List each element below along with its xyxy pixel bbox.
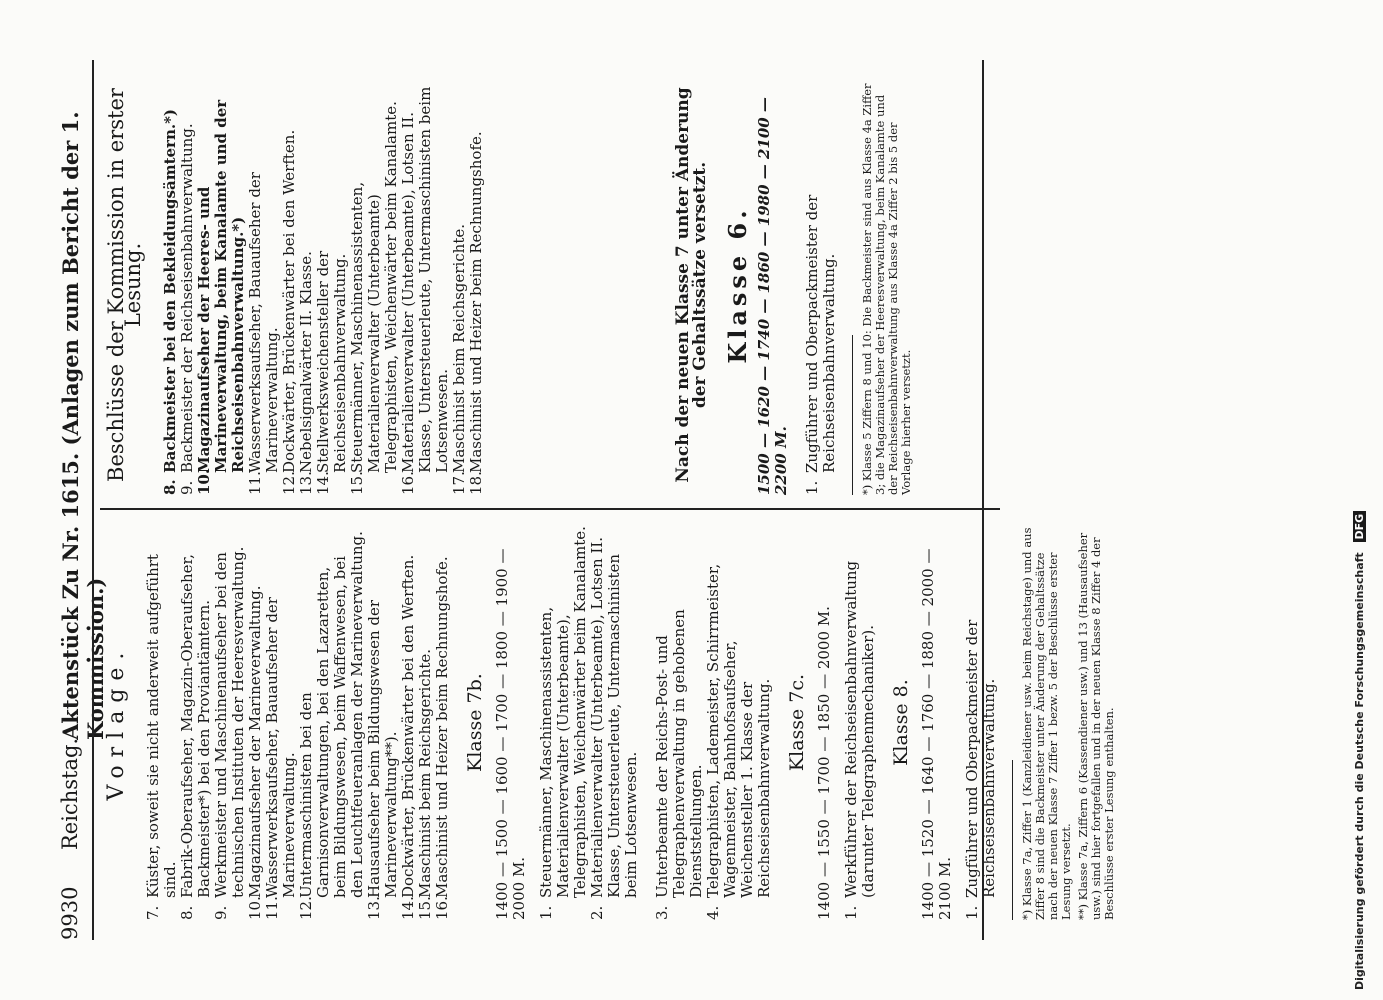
items-top-list <box>145 525 451 920</box>
list-item: 7. Küster, soweit sie nicht anderweit aufgeführt sind. <box>144 554 179 920</box>
footnote: **) Klasse 7a, Ziffern 6 (Kassendiener usw.) und 13 (Hausaufseher usw.) sind hier fortgefallen und in der neuen Klasse 8 Ziffer 4 der Beschlüsse erster Lesung enthalten. <box>1076 532 1116 920</box>
right-heading: Beschlüsse der Kommission in erster Lesung. <box>104 88 145 482</box>
items-7b-list <box>538 525 773 920</box>
list-item: 1. Werkführer der Reichseisenbahnverwaltung (darunter Telegraphenmechaniker). <box>842 560 877 920</box>
list-item: 1. Steuermänner, Maschinenassistenten, Materialienverwalter (Unterbeamte), Telegraphisten, Weichenwärter beim Kanalamte. <box>537 526 589 920</box>
footnote-rule <box>852 335 853 495</box>
salary-6: 1500 — 1620 — 1740 — 1860 — 1980 — 2100 — 2200 M. <box>755 97 790 495</box>
list-item: 1. Zugführer und Oberpackmeister der Reichseisenbahnverwaltung. <box>803 194 838 495</box>
right-column <box>100 75 1300 495</box>
source-label: Reichstag. <box>58 737 82 850</box>
list-item: 12. Untermaschinisten bei den Garnisonverwaltungen, bei den Lazaretten, beim Bildungswesen, beim Waffenwesen, bei den Leuchtfeueranlagen der Marineverwaltung. <box>297 531 366 920</box>
list-item: 14. Stellwerksweichensteller der Reichseisenbahnverwaltung. <box>314 250 349 495</box>
list-item: 3. Unterbeamte der Reichs-Post- und Telegraphenverwaltung in gehobenen Dienststellungen. <box>653 609 705 920</box>
list-item: 13. Nebelsignalwärter II. Klasse. <box>297 251 315 495</box>
list-item: 2. Materialienverwalter (Unterbeamte), Lotsen II. Klasse, Untersteuerleute, Untermaschinisten beim Lotsenwesen. <box>588 536 640 920</box>
klasse-6-heading: Klasse 6. <box>723 206 752 364</box>
list-item: 1. Zugführer und Oberpackmeister der Reichseisenbahnverwaltung. <box>963 619 998 920</box>
page-header <box>52 60 108 940</box>
new-klasse-note: Nach der neuen Klasse 7 unter Änderung der Gehaltssätze versetzt. <box>673 87 710 483</box>
list-item: 4. Telegraphisten, Lademeister, Schirrmeister, Wagenmeister, Bahnhofsaufseher, Weichensteller 1. Klasse der Reichseisenbahnverwaltung. <box>704 563 773 920</box>
left-column <box>100 525 1300 920</box>
list-item: 13. Hausaufseher beim Bildungswesen der Marineverwaltung**). <box>365 599 400 920</box>
footnote: *) Klasse 5 Ziffern 8 und 10: Die Backmeister sind aus Klasse 4a Ziffer 3; die Magazinaufseher der Heeresverwaltung, beim Kanalamte und der Reichseisenbahnverwaltung aus Klasse 4a Ziffer 2 bis 5 der Vorlage hierher versetzt. <box>860 83 913 495</box>
list-item: 18. Maschinist und Heizer beim Rechnungshofe. <box>467 131 485 495</box>
salary-7b: 1400 — 1500 — 1600 — 1700 — 1800 — 1900 — 2000 M. <box>493 548 528 920</box>
page-number: 9930 <box>58 886 82 940</box>
left-heading: Vorlage. <box>104 644 129 801</box>
digitization-credit <box>1353 10 1375 990</box>
list-item: 15. Steuermänner, Maschinenassistenten, Materialienverwalter (Unterbeamte) Telegraphisten, Weichenwärter beim Kanalamte. <box>348 101 400 495</box>
list-item: 12. Dockwärter, Brückenwärter bei den Werften. <box>280 129 298 495</box>
list-item: 8. Fabrik-Oberaufseher, Magazin-Oberaufseher, Backmeister*) bei den Proviantämtern. <box>178 554 213 920</box>
klasse-7b-heading: Klasse 7b. <box>464 673 486 772</box>
list-item: 11. Wasserwerksaufseher, Bauaufseher der Marineverwaltung. <box>263 597 298 920</box>
list-item: 16. Maschinist und Heizer beim Rechnungshofe. <box>433 556 451 920</box>
footnote-rule <box>1012 760 1013 920</box>
dfg-logo: DFG <box>1353 511 1366 543</box>
list-item: 10. Magazinaufseher der Heeres- und Marineverwaltung, beim Kanalamte und der Reichseisenbahnverwaltung.*) <box>195 99 247 495</box>
list-item: 9. Backmeister der Reichseisenbahnverwaltung. <box>178 123 196 495</box>
salary-8: 1400 — 1520 — 1640 — 1760 — 1880 — 2000 — 2100 M. <box>919 548 954 920</box>
list-item: 15. Maschinist beim Reichsgerichte. <box>416 649 434 920</box>
column-divider <box>100 508 1000 510</box>
list-item: 8. Backmeister bei den Bekleidungsämtern.*) <box>161 108 179 495</box>
list-item: 9. Werkmeister und Maschinenaufseher bei den technischen Instituten der Heeresverwaltung. <box>212 546 247 920</box>
footer-rule <box>982 60 984 940</box>
list-item: 10. Magazinaufseher der Marineverwaltung. <box>246 585 264 920</box>
list-item: 14. Dockwärter, Brückenwärter bei den Werften. <box>399 554 417 920</box>
salary-7c: 1400 — 1550 — 1700 — 1850 — 2000 M. <box>815 606 833 920</box>
right-items-list <box>162 75 485 495</box>
list-item: 17. Maschinist beim Reichsgerichte. <box>450 224 468 495</box>
list-item: 11. Wasserwerksaufseher, Bauaufseher der Marineverwaltung. <box>246 172 281 495</box>
klasse-8-heading: Klasse 8. <box>890 679 912 766</box>
footnote: *) Klasse 7a, Ziffer 1 (Kanzleidiener usw. beim Reichstage) und aus Ziffer 8 sind die Backmeister unter Änderung der Gehaltssätze nach der neuen Klasse 7 Ziffer 1 bezw. 5 der Beschlüsse erster Lesung versetzt. <box>1020 527 1073 920</box>
klasse-7c-heading: Klasse 7c. <box>786 673 808 772</box>
list-item: 16. Materialienverwalter (Unterbeamte), Lotsen II. Klasse, Untersteuerleute, Untermaschinisten beim Lotsenwesen. <box>399 86 451 495</box>
header-rule <box>92 60 94 940</box>
document-title: Aktenstück Zu Nr. 1615. (Anlagen zum Bericht der 1. Kommission.) <box>58 111 108 740</box>
credit-text: Digitalisierung gefördert durch die Deutsche Forschungsgemeinschaft <box>1353 552 1366 990</box>
